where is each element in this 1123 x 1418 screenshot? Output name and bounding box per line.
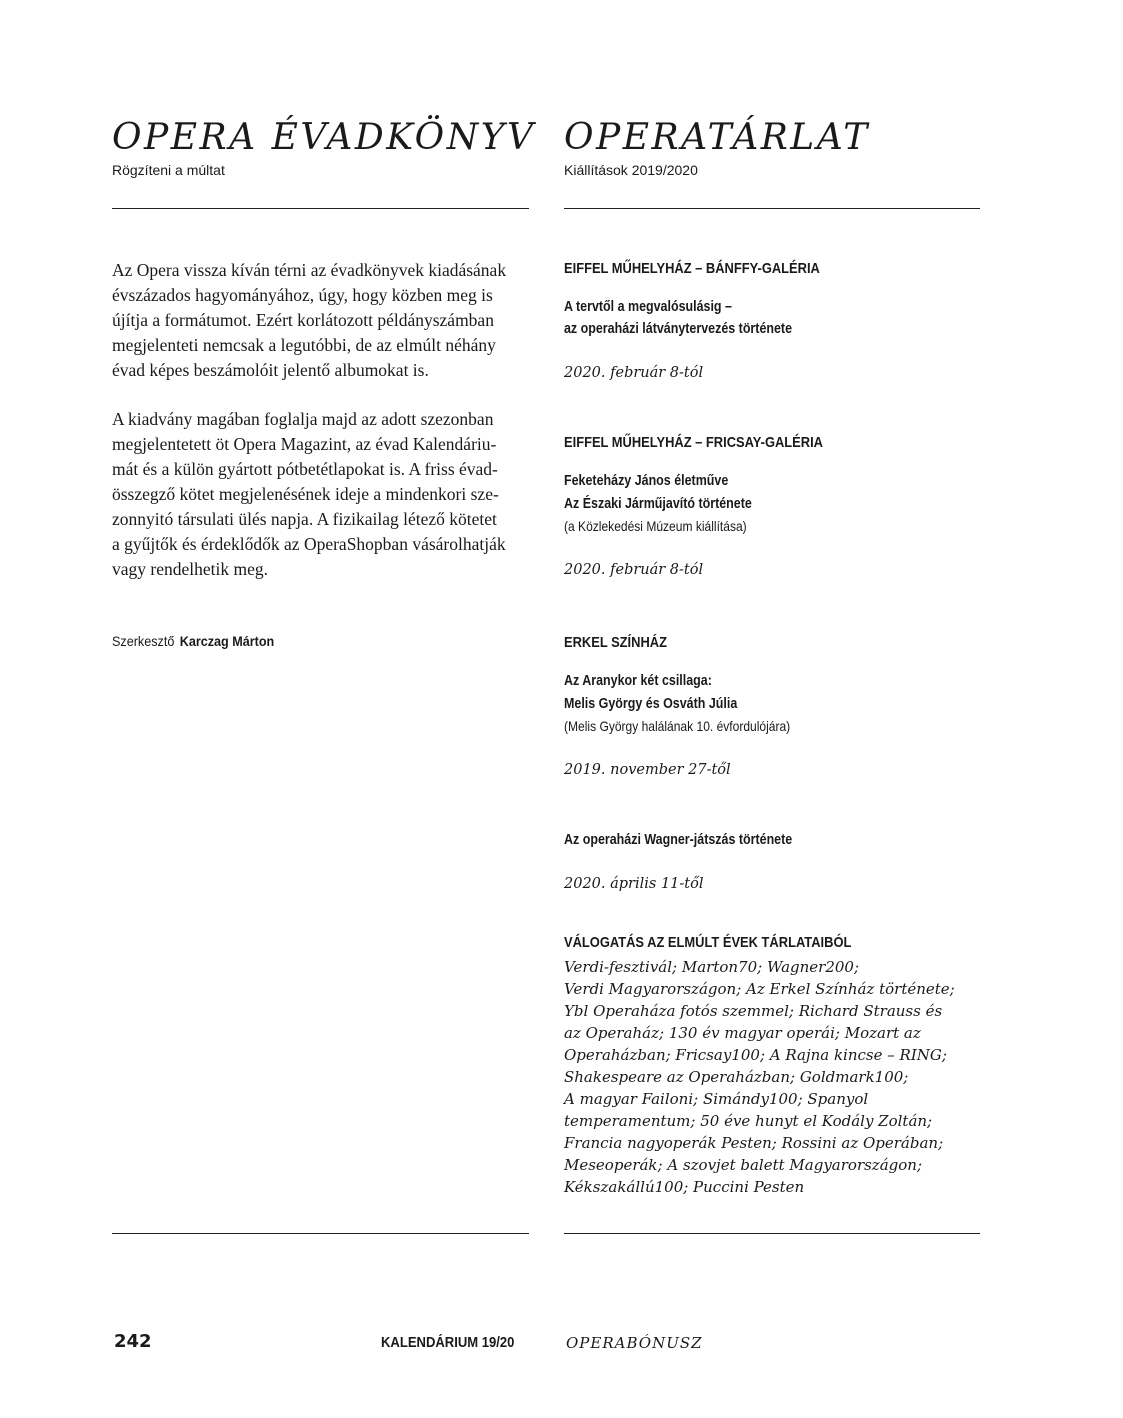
list-line: Kékszakállú100; Puccini Pesten — [564, 1178, 805, 1196]
exhibitions-subtitle: Kiállítások 2019/2020 — [564, 162, 698, 178]
left-top-divider — [112, 208, 529, 209]
text-line: vagy rendelhetik meg. — [112, 559, 268, 579]
list-line: Operaházban; Fricsay100; A Rajna kincse – RING; — [564, 1046, 947, 1064]
list-line: Meseoperák; A szovjet balett Magyarországon; — [564, 1156, 923, 1174]
left-bottom-divider — [112, 1233, 529, 1234]
exhibition-note: (Melis György halálának 10. évfordulójára) — [564, 718, 791, 734]
editor-label: Szerkesztő — [112, 633, 175, 649]
exhibitions-title: OPERATÁRLAT — [564, 117, 870, 158]
editor-credit — [112, 633, 274, 649]
yearbook-paragraph-1 — [112, 258, 529, 383]
text-line: zonnyitó társulati ülés napja. A fizikailag létező kötetet — [112, 509, 497, 529]
text-line: megjelenteti nemcsak a legutóbbi, de az elmúlt néhány — [112, 335, 496, 355]
right-bottom-divider — [564, 1233, 980, 1234]
text-line: mát és a külön gyártott pótbetétlapokat is. A friss évad- — [112, 459, 498, 479]
selection-heading: VÁLOGATÁS AZ ELMÚLT ÉVEK TÁRLATAIBÓL — [564, 934, 852, 951]
text-line: évad képes beszámolóit jelentő albumokat is. — [112, 360, 429, 380]
venue-heading: ERKEL SZÍNHÁZ — [564, 634, 667, 651]
list-line: Verdi Magyarországon; Az Erkel Színház története; — [564, 980, 955, 998]
exhibition-title-line: az operaházi látványtervezés története — [564, 321, 793, 337]
text-line: újítja a formátumot. Ezért korlátozott példányszámban — [112, 310, 494, 330]
exhibition-note: (a Közlekedési Múzeum kiállítása) — [564, 518, 747, 534]
text-line: évszázados hagyományához, úgy, hogy közben meg is — [112, 285, 493, 305]
list-line: Shakespeare az Operaházban; Goldmark100; — [564, 1068, 909, 1086]
exhibition-title-line: A tervtől a megvalósulásig – — [564, 299, 732, 315]
exhibition-title-line: Feketeházy János életműve — [564, 473, 729, 489]
exhibition-title-line: Melis György és Osváth Júlia — [564, 696, 738, 712]
list-line: Ybl Operaháza fotós szemmel; Richard Strauss és — [564, 1002, 943, 1020]
exhibition-date: 2020. február 8-tól — [564, 365, 704, 381]
list-line: temperamentum; 50 éve hunyt el Kodály Zoltán; — [564, 1112, 933, 1130]
exhibition-date: 2020. április 11-től — [564, 876, 704, 892]
text-line: a gyűjtők és érdeklődők az OperaShopban vásárolhatják — [112, 534, 506, 554]
text-line: megjelentetett öt Opera Magazint, az évad Kalendáriu- — [112, 434, 497, 454]
exhibition-title-line: Az Északi Járműjavító története — [564, 496, 752, 512]
list-line: Francia nagyoperák Pesten; Rossini az Operában; — [564, 1134, 944, 1152]
past-exhibitions-list — [564, 956, 974, 1198]
yearbook-paragraph-2 — [112, 407, 529, 582]
publication-name: KALENDÁRIUM 19/20 — [381, 1335, 515, 1351]
yearbook-subtitle: Rögzíteni a múltat — [112, 162, 225, 178]
venue-heading: EIFFEL MŰHELYHÁZ – FRICSAY-GALÉRIA — [564, 434, 823, 451]
list-line: A magyar Failoni; Simándy100; Spanyol — [564, 1090, 869, 1108]
text-line: A kiadvány magában foglalja majd az adott szezonban — [112, 409, 494, 429]
text-line: összegző kötet megjelenésének ideje a mindenkori sze- — [112, 484, 499, 504]
exhibition-title-line: Az Aranykor két csillaga: — [564, 673, 712, 689]
text-line: Az Opera vissza kíván térni az évadkönyvek kiadásának — [112, 260, 507, 280]
page-number: 242 — [114, 1331, 152, 1352]
venue-heading: EIFFEL MŰHELYHÁZ – BÁNFFY-GALÉRIA — [564, 260, 820, 277]
right-top-divider — [564, 208, 980, 209]
exhibition-date: 2020. február 8-tól — [564, 562, 704, 578]
yearbook-title: OPERA ÉVADKÖNYV — [112, 117, 536, 158]
editor-name: Karczag Márton — [179, 633, 275, 649]
list-line: Verdi-fesztivál; Marton70; Wagner200; — [564, 958, 860, 976]
exhibition-title-line: Az operaházi Wagner-játszás története — [564, 832, 793, 848]
exhibition-date: 2019. november 27-től — [564, 762, 731, 778]
list-line: az Operaház; 130 év magyar operái; Mozart az — [564, 1024, 921, 1042]
section-name: OPERABÓNUSZ — [566, 1334, 703, 1352]
